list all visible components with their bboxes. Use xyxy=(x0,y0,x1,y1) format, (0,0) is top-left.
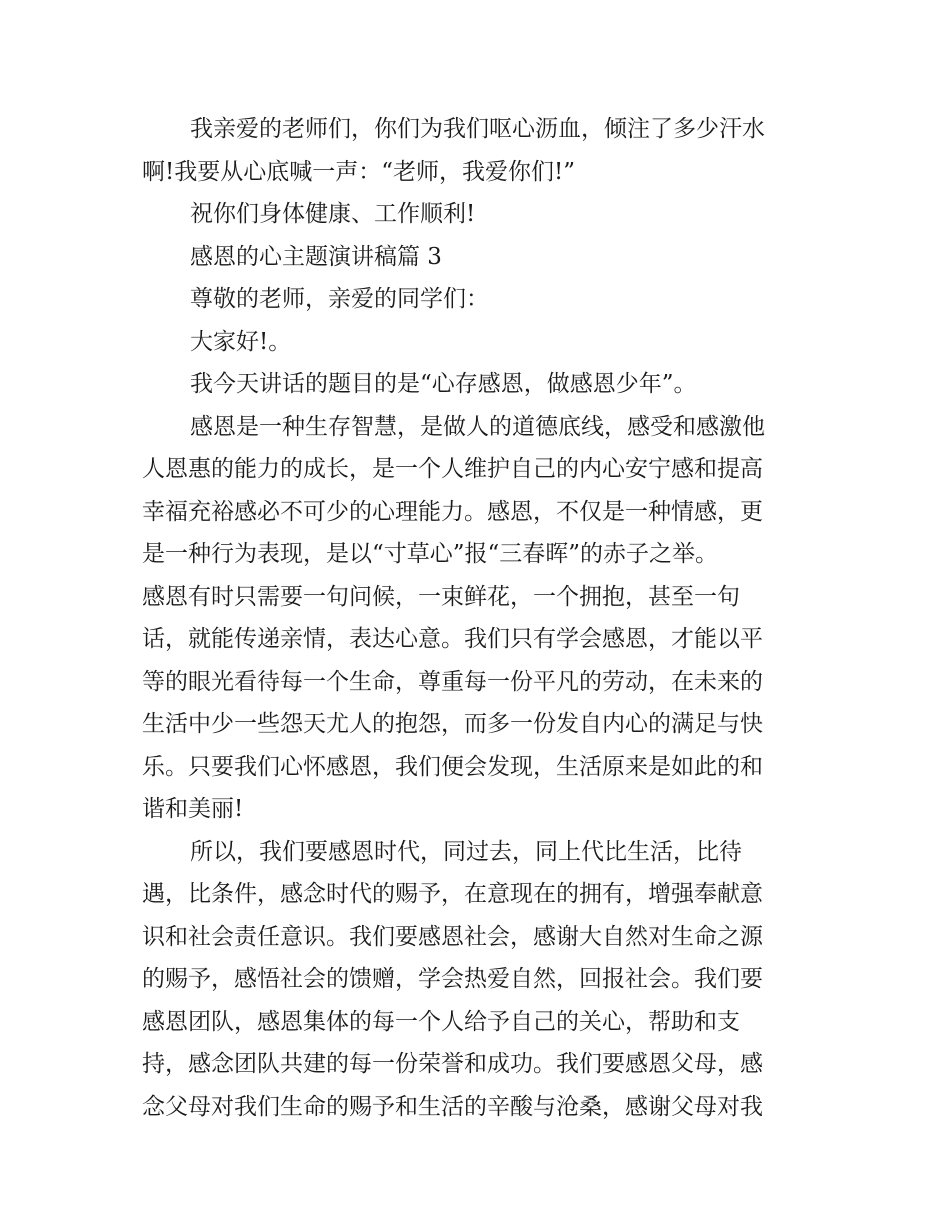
text-line: 祝你们身体健康、工作顺利! xyxy=(190,201,476,227)
section-heading: 感恩的心主题演讲稿篇 3 xyxy=(190,243,442,270)
text-line: 遇，比条件，感念时代的赐予，在意现在的拥有，增强奉献意 xyxy=(142,881,763,907)
speech-topic: 我今天讲话的题目的是“心存感恩，做感恩少年”。 xyxy=(190,371,697,397)
text-line: 人恩惠的能力的成长，是一个人维护自己的内心安宁感和提高 xyxy=(142,456,763,482)
text-line: 幸福充裕感必不可少的心理能力。感恩，不仅是一种情感，更 xyxy=(142,498,763,525)
text-line: 我亲爱的老师们，你们为我们呕心沥血，倾注了多少汗水 xyxy=(190,116,765,142)
text-line: 乐。只要我们心怀感恩，我们便会发现，生活原来是如此的和 xyxy=(142,753,763,780)
text-line: 是一种行为表现，是以“寸草心”报“三春晖”的赤子之举。 xyxy=(142,541,719,567)
text-line: 生活中少一些怨天尤人的抱怨，而多一份发自内心的满足与快 xyxy=(142,711,763,737)
document-body xyxy=(142,108,814,1128)
salutation: 尊敬的老师，亲爱的同学们： xyxy=(190,286,489,312)
text-line: 感恩团队，感恩集体的每一个人给予自己的关心，帮助和支 xyxy=(142,1008,740,1035)
text-line: 念父母对我们生命的赐予和生活的辛酸与沧桑，感谢父母对我 xyxy=(142,1093,763,1120)
text-line: 等的眼光看待每一个生命，尊重每一份平凡的劳动，在未来的 xyxy=(142,668,763,695)
text-line: 持，感念团队共建的每一份荣誉和成功。我们要感恩父母，感 xyxy=(142,1051,763,1077)
text-line: 谐和美丽! xyxy=(142,796,244,822)
text-line: 感恩有时只需要一句问候，一束鲜花，一个拥抱，甚至一句 xyxy=(142,583,740,610)
text-line: 的赐予，感悟社会的馈赠，学会热爱自然，回报社会。我们要 xyxy=(142,966,763,992)
text-line: 啊!我要从心底喊一声：“老师，我爱你们!” xyxy=(142,158,576,185)
text-line: 话，就能传递亲情，表达心意。我们只有学会感恩，才能以平 xyxy=(142,626,763,652)
text-line: 所以，我们要感恩时代，同过去，同上代比生活，比待 xyxy=(190,838,742,865)
greeting: 大家好!。 xyxy=(190,328,292,355)
text-line: 感恩是一种生存智慧，是做人的道德底线，感受和感激他 xyxy=(190,413,765,440)
text-line: 识和社会责任意识。我们要感恩社会，感谢大自然对生命之源 xyxy=(142,923,763,950)
